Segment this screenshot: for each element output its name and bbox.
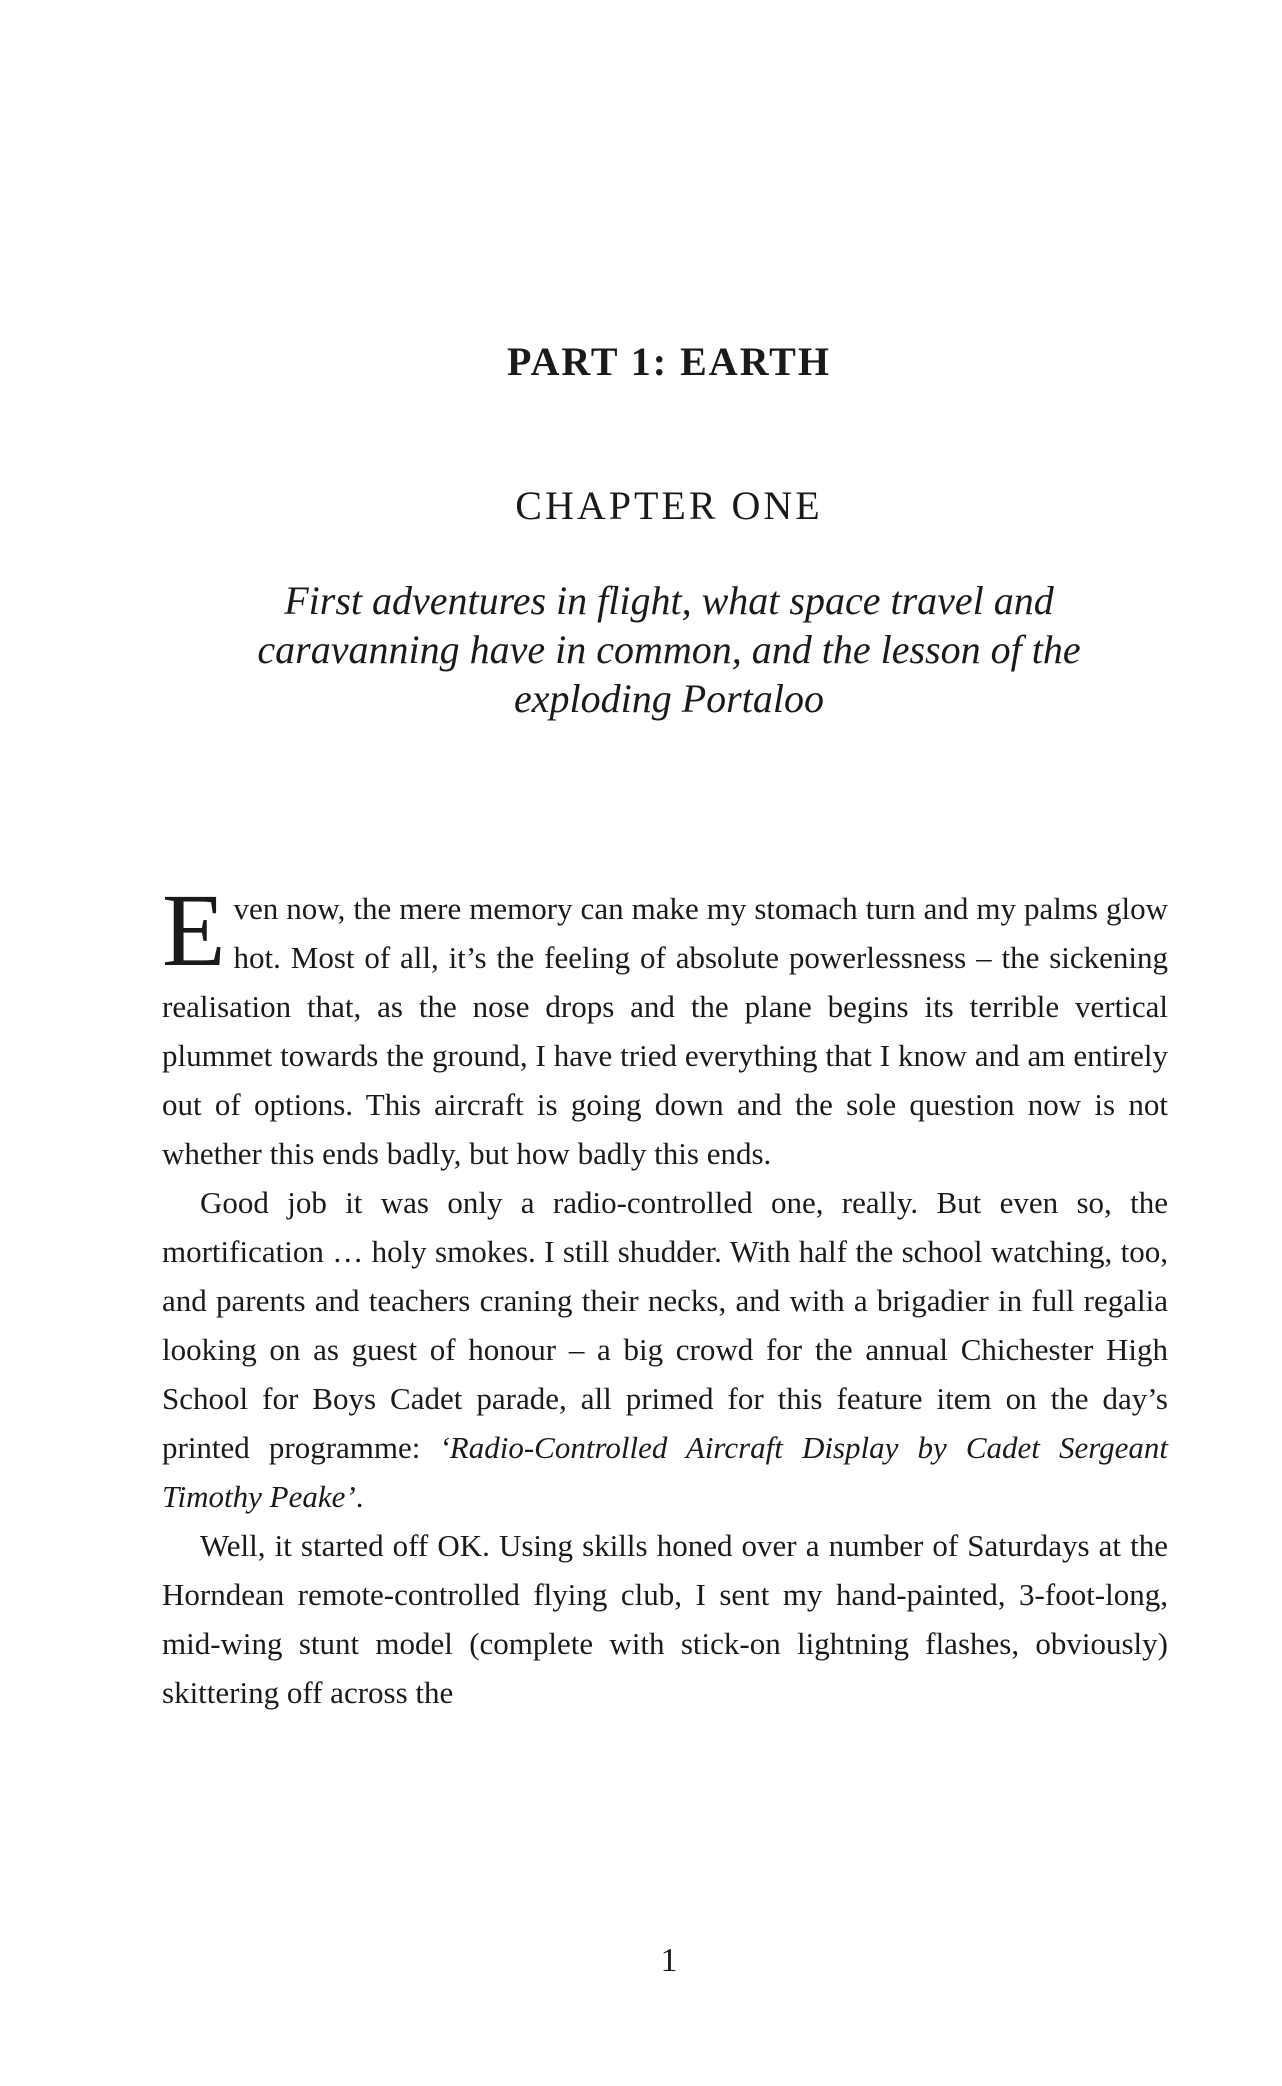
- chapter-subtitle: First adventures in flight, what space travel and caravanning have in common, and the lesson of the exploding Portaloo: [257, 578, 1081, 721]
- page-number: 1: [660, 1942, 678, 1979]
- paragraph-1: [162, 873, 1168, 1178]
- paragraph-2-text: Good job it was only a radio-controlled one, really. But even so, the mortification … holy smokes. I still shudder. With half the school watching, too, and parents and teachers craning their necks, and with a brigadier in full regalia looking on as guest of honour – a big crowd for the annual Chichester High School for Boys Cadet parade, all primed for this feature item on the day’s printed programme:: [162, 1185, 1168, 1465]
- paragraph-3: [162, 1521, 1168, 1717]
- body-text: [162, 873, 1169, 1717]
- paragraph-1-text: ven now, the mere memory can make my stomach turn and my palms glow hot. Most of all, it’s the feeling of absolute powerlessness – the sickening realisation that, as the nose drops and the plane begins its terrible vertical plummet towards the ground, I have tried everything that I know and am entirely out of options. This aircraft is going down and the sole question now is not whether this ends badly, but how badly this ends.: [162, 891, 1168, 1171]
- part-title: PART 1: EARTH: [507, 339, 831, 384]
- chapter-title: CHAPTER ONE: [515, 483, 823, 528]
- paragraph-3-text: Well, it started off OK. Using skills honed over a number of Saturdays at the Horndean remote-controlled flying club, I sent my hand-painted, 3-foot-long, mid-wing stunt model (complete with stick-on lightning flashes, obviously) skittering off across the: [162, 1528, 1168, 1710]
- drop-cap: E: [162, 873, 226, 988]
- programme-title: ‘Radio-Controlled Aircraft Display by Cadet Sergeant Timothy Peake’: [162, 1430, 1169, 1514]
- paragraph-2-end: .: [355, 1479, 364, 1514]
- paragraph-2: [162, 1178, 1168, 1521]
